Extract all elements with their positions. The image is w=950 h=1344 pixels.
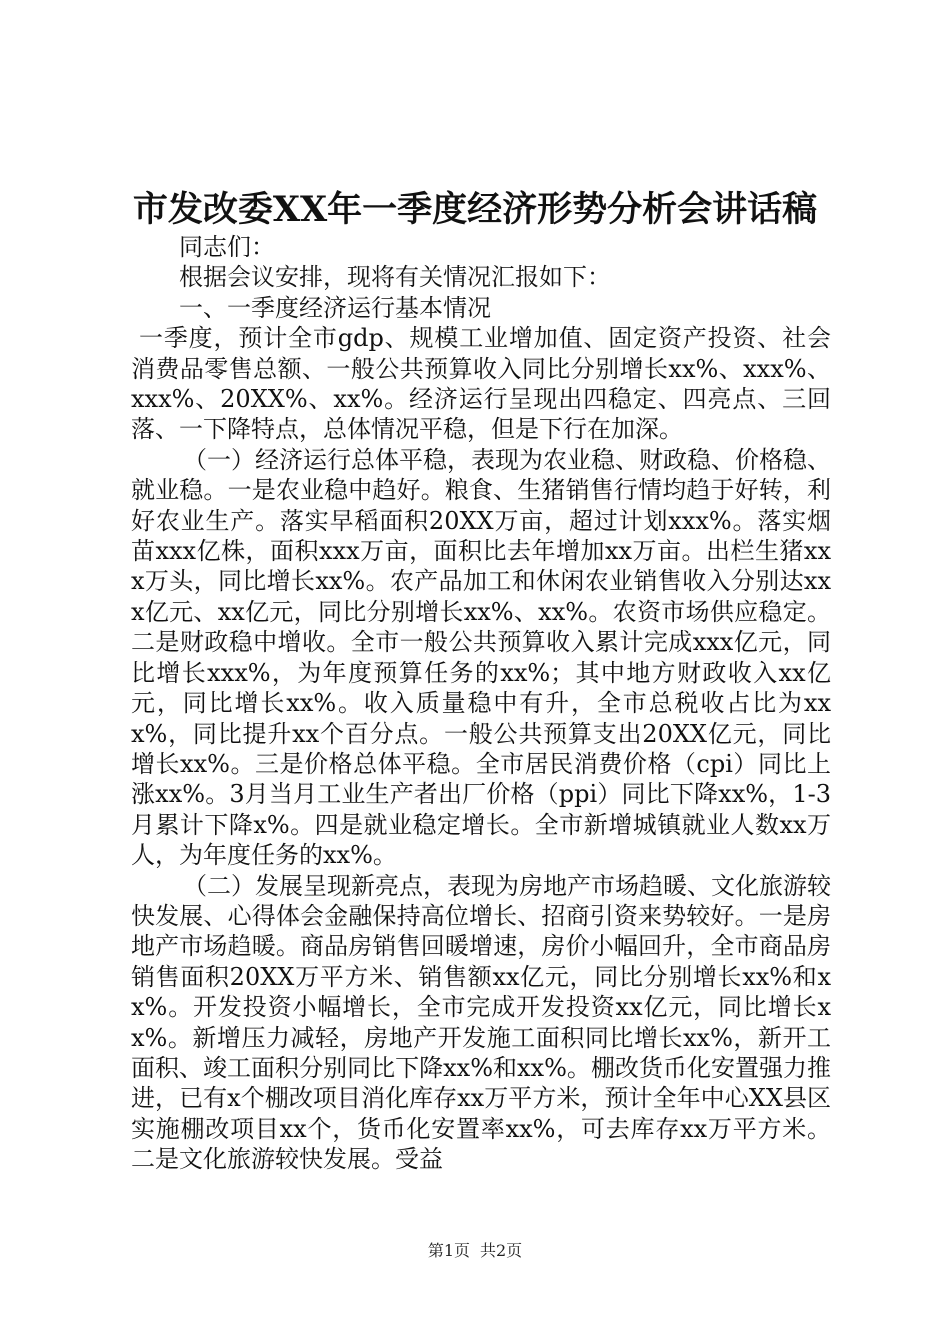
page-number: 第1页	[427, 1241, 470, 1260]
intro-paragraph: 根据会议安排，现将有关情况汇报如下：	[179, 263, 611, 292]
overview-paragraph: 一季度，预计全市gdp、规模工业增加值、固定资产投资、社会消费品零售总额、一般公共预算收入同比分别增长xx%、xxx%、xxx%、20XX%、xx%。经济运行呈现出四稳定、四亮点、三回落、一下降特点，总体情况平稳，但是下行在加深。	[131, 324, 831, 444]
page-total: 共2页	[480, 1241, 523, 1260]
page-footer	[0, 1240, 950, 1262]
highlights-paragraph: （二）发展呈现新亮点，表现为房地产市场趋暖、文化旅游较快发展、心得体会金融保持高位增长、招商引资来势较好。一是房地产市场趋暖。商品房销售回暖增速，房价小幅回升，全市商品房销售面积20XX万平方米、销售额xx亿元，同比分别增长xx%和xx%。开发投资小幅增长，全市完成开发投资xx亿元，同比增长xx%。新增压力减轻，房地产开发施工面积同比增长xx%，新开工面积、竣工面积分别同比下降xx%和xx%。棚改货币化安置强力推进，已有x个棚改项目消化库存xx万平方米，预计全年中心XX县区实施棚改项目xx个，货币化安置率xx%，可去库存xx万平方米。二是文化旅游较快发展。受益	[131, 871, 831, 1174]
document-body	[131, 232, 831, 1175]
stability-paragraph: （一）经济运行总体平稳，表现为农业稳、财政稳、价格稳、就业稳。一是农业稳中趋好。粮食、生猪销售行情均趋于好转，利好农业生产。落实早稻面积20XX万亩，超过计划xxx%。落实烟苗xxx亿株，面积xxx万亩，面积比去年增加xx万亩。出栏生猪xxx万头，同比增长xx%。农产品加工和休闲农业销售收入分别达xxx亿元、xx亿元，同比分别增长xx%、xx%。农资市场供应稳定。二是财政稳中增收。全市一般公共预算收入累计完成xxx亿元，同比增长xxx%，为年度预算任务的xx%；其中地方财政收入xx亿元，同比增长xx%。收入质量稳中有升，全市总税收占比为xxx%，同比提升xx个百分点。一般公共预算支出20XX亿元，同比增长xx%。三是价格总体平稳。全市居民消费价格（cpi）同比上涨xx%。3月当月工业生产者出厂价格（ppi）同比下降xx%，1-3月累计下降x%。四是就业稳定增长。全市新增城镇就业人数xx万人，为年度任务的xx%。	[131, 445, 831, 870]
document-title: 市发改委XX年一季度经济形势分析会讲话稿	[132, 189, 818, 230]
section-heading: 一、一季度经济运行基本情况	[179, 293, 491, 322]
salutation: 同志们：	[179, 233, 275, 261]
